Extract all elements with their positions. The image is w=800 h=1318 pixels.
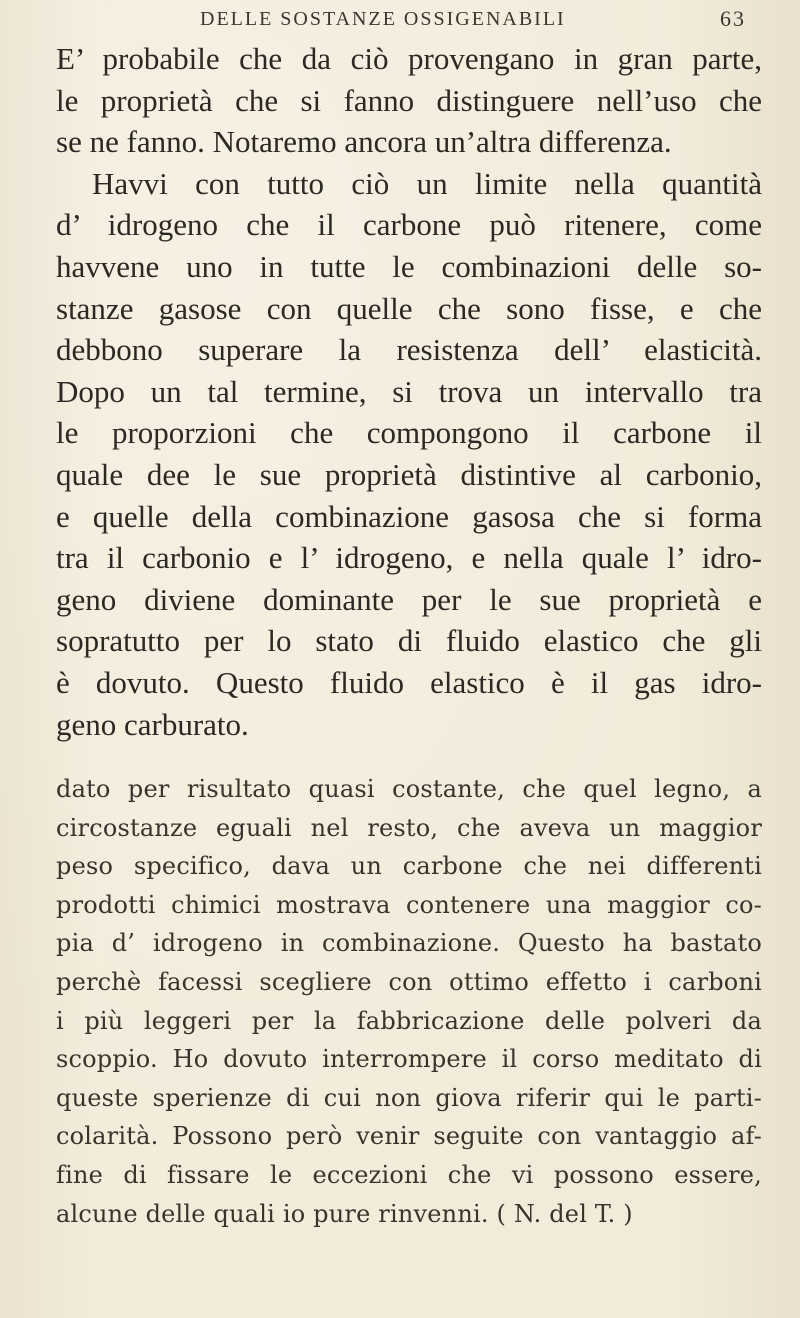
footnote-line: dato per risultato quasi costante, che quel legno, a: [56, 775, 762, 803]
running-head: [200, 6, 760, 36]
text-line: debbono superare la resistenza dell’ elasticità.: [56, 332, 762, 368]
footnote-line: perchè facessi scegliere con ottimo effetto i carboni: [56, 967, 762, 996]
footnote-line: colarità. Possono però venir seguite con vantaggio af-: [56, 1122, 762, 1151]
text-line: geno diviene dominante per le sue proprietà e: [56, 581, 762, 617]
text-line: Dopo un tal termine, si trova un intervallo tra: [56, 373, 762, 409]
text-line: se ne fanno. Notaremo ancora un’altra differenza.: [56, 124, 672, 160]
footnote-line: fine di fissare le eccezioni che vi possono essere,: [56, 1160, 762, 1189]
text-line: è dovuto. Questo fluido elastico è il gas idro-: [56, 664, 762, 700]
text-line: geno carburato.: [56, 706, 249, 742]
text-line: sopratutto per lo stato di fluido elastico che gli: [56, 623, 762, 659]
text-line: d’ idrogeno che il carbone può ritenere, come: [56, 207, 762, 243]
footnote-line: i più leggeri per la fabbricazione delle polveri da: [56, 1006, 762, 1035]
footnote: [56, 770, 762, 1233]
running-head-title: DELLE SOSTANZE OSSIGENABILI: [200, 8, 566, 30]
text-line: havvene uno in tutte le combinazioni delle so-: [56, 248, 762, 284]
text-line: quale dee le sue proprietà distintive al carbonio,: [56, 456, 762, 492]
footnote-line: alcune delle quali io pure rinvenni. ( N. del T. ): [56, 1199, 633, 1228]
main-paragraphs: [56, 38, 762, 745]
text-line: le proprietà che si fanno distinguere nell’uso che: [56, 82, 762, 118]
footnote-line: queste sperienze di cui non giova riferir qui le parti-: [56, 1083, 762, 1112]
footnote-line: scoppio. Ho dovuto interrompere il corso meditato di: [56, 1045, 762, 1074]
text-line: le proporzioni che compongono il carbone il: [56, 415, 762, 451]
footnote-line: circostanze eguali nel resto, che aveva un maggior: [56, 813, 762, 842]
footnote-line: prodotti chimici mostrava contenere una maggior co-: [56, 890, 762, 919]
text-line: Havvi con tutto ciò un limite nella quantità: [92, 165, 762, 201]
text-line: E’ probabile che da ciò provengano in gran parte,: [56, 41, 762, 76]
footnote-line: pia d’ idrogeno in combinazione. Questo ha bastato: [56, 929, 762, 958]
page-number: 63: [720, 6, 746, 31]
text-line: tra il carbonio e l’ idrogeno, e nella quale l’ idro-: [56, 540, 762, 576]
text-line: stanze gasose con quelle che sono fisse, e che: [56, 290, 762, 326]
text-line: e quelle della combinazione gasosa che si forma: [56, 498, 762, 534]
footnote-line: peso specifico, dava un carbone che nei differenti: [56, 852, 762, 881]
